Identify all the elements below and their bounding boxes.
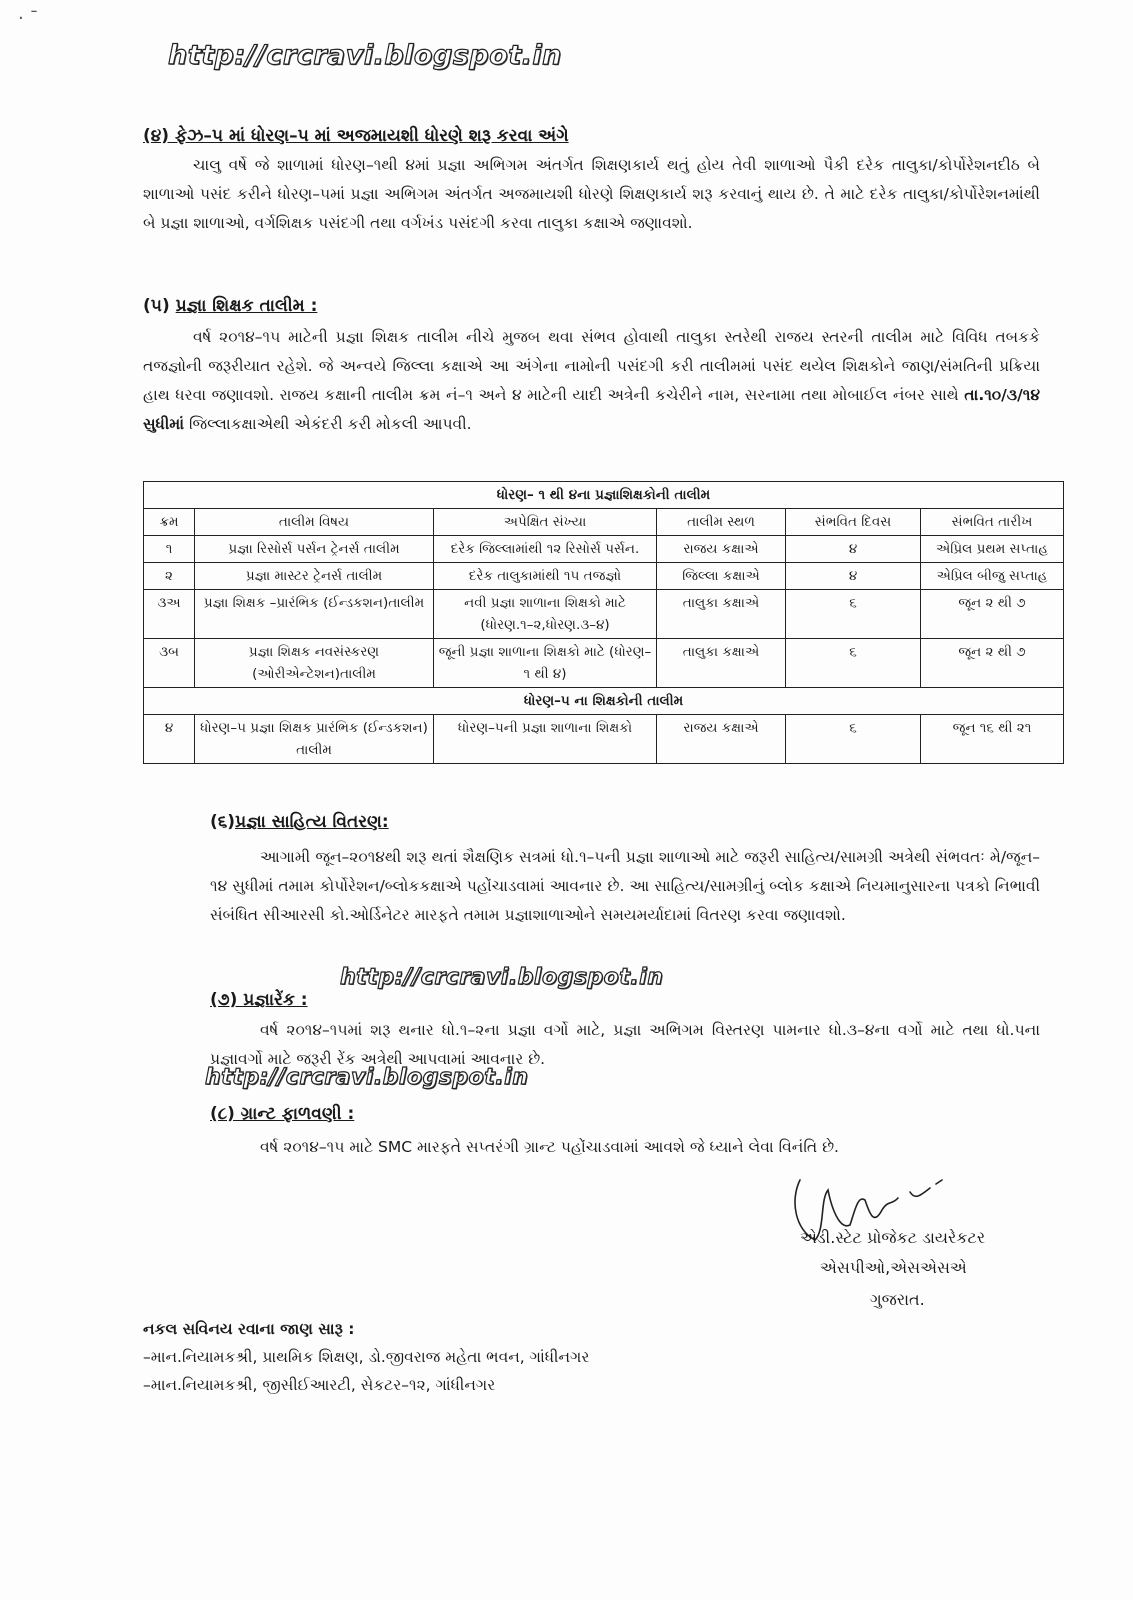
cell-place: તાલુકા કક્ષાએ (657, 639, 786, 688)
copy-item: –માન.નિયામકશ્રી, પ્રાથમિક શિક્ષણ, ડો.જીવરાજ મહેતા ભવન, ગાંધીનગર (143, 1348, 590, 1366)
header-subject: તાલીમ વિષય (195, 509, 434, 536)
table-row (144, 563, 1064, 590)
watermark-middle: http://crcravi.blogspot.in (340, 965, 664, 990)
cell-subject: ધોરણ–૫ પ્રજ્ઞા શિક્ષક પ્રારંભિક (ઈન્ડકશન) તાલીમ (195, 715, 434, 764)
watermark-top: http://crcravi.blogspot.in (168, 40, 562, 71)
cell-days: ૪ (786, 563, 921, 590)
section8-body: વર્ષ ૨૦૧૪–૧૫ માટે SMC મારફતે સપ્તરંગી ગ્રાન્ટ પહોંચાડવામાં આવશે જે ધ્યાને લેવા વિનંતિ છે. (260, 1138, 839, 1156)
header-days: સંભવિત દિવસ (786, 509, 921, 536)
table-caption-std5: ધોરણ–૫ ના શિક્ષકોની તાલીમ (144, 688, 1064, 715)
cell-no: ૪ (144, 715, 195, 764)
training-table (143, 481, 1064, 764)
cell-subject: પ્રજ્ઞા માસ્ટર ટ્રેનર્સ તાલીમ (195, 563, 434, 590)
table-caption-std1-4: ધોરણ– ૧ થી ૪ના પ્રજ્ઞાશિક્ષકોની તાલીમ (144, 482, 1064, 509)
section7-body: વર્ષ ૨૦૧૪–૧૫માં શરૂ થનાર ધો.૧–૨ના પ્રજ્ઞા વર્ગો માટે, પ્રજ્ઞા અભિગમ વિસ્તરણ પામનાર ધો.૩–૪ના વર્ગો માટે તથા ધો.૫ના પ્રજ્ઞાવર્ગો માટે જરૂરી રેંક અત્રેથી આપવામાં આવનાર છે. (210, 1021, 1040, 1068)
table-row (144, 590, 1064, 639)
signature-state: ગુજરાત. (870, 1290, 925, 1309)
cell-place: જિલ્લા કક્ષાએ (657, 563, 786, 590)
cell-date: જૂન ૧૬ થી ૨૧ (921, 715, 1064, 764)
cell-date: જૂન ૨ થી ૭ (921, 590, 1064, 639)
cell-count: દરેક જિલ્લામાંથી ૧૨ રિસોર્સ પર્સન. (434, 536, 657, 563)
copy-title: નકલ સવિનય રવાના જાણ સારૂ : (143, 1320, 355, 1338)
cell-place: રાજય કક્ષાએ (657, 715, 786, 764)
watermark-lower: http://crcravi.blogspot.in (205, 1065, 529, 1090)
cell-place: રાજય કક્ષાએ (657, 536, 786, 563)
header-no: ક્રમ (144, 509, 195, 536)
cell-count: દરેક તાલુકામાંથી ૧૫ તજજ્ઞો (434, 563, 657, 590)
section6-title: (૬)પ્રજ્ઞા સાહિત્ય વિતરણ: (210, 812, 389, 832)
section7-title: (૭) પ્રજ્ઞારેંક : (210, 990, 308, 1010)
cell-place: તાલુકા કક્ષાએ (657, 590, 786, 639)
header-count: અપેક્ષિત સંખ્યા (434, 509, 657, 536)
cell-date: એપ્રિલ બીજુ સપ્તાહ (921, 563, 1064, 590)
cell-date: જૂન ૨ થી ૭ (921, 639, 1064, 688)
section4-title: (૪) ફેઝ–૫ માં ધોરણ–૫ માં અજમાયશી ધોરણે શરૂ કરવા અંગે (143, 126, 569, 146)
cell-no: ૩અ (144, 590, 195, 639)
signature-office: એસપીઓ,એસએસએ (820, 1258, 967, 1277)
cell-no: ૨ (144, 563, 195, 590)
header-place: તાલીમ સ્થળ (657, 509, 786, 536)
signature-designation: એડી.સ્ટેટ પ્રોજેકટ ડાયરેકટર (800, 1228, 986, 1247)
section8-title: (૮) ગ્રાન્ટ ફાળવણી : (210, 1104, 355, 1124)
scan-corner-mark: · ˉ (18, 8, 39, 29)
cell-days: ૬ (786, 715, 921, 764)
cell-days: ૬ (786, 590, 921, 639)
cell-count: ધોરણ–૫ની પ્રજ્ઞા શાળાના શિક્ષકો (434, 715, 657, 764)
section6-body: આગામી જૂન–૨૦૧૪થી શરૂ થતાં શૈક્ષણિક સત્રમાં ધો.૧–૫ની પ્રજ્ઞા શાળાઓ માટે જરૂરી સાહિત્ય/સામગ્રી અત્રેથી સંભવતઃ મે/જૂન–૧૪ સુધીમાં તમામ કોર્પોરેશન/બ્લોકકક્ષાએ પહોંચાડવામાં આવનાર છે. આ સાહિત્ય/સામગ્રીનું બ્લોક કક્ષાએ નિયમાનુસારના પત્રકો નિભાવી સંબંધિત સીઆરસી કો.ઓર્ડિનેટર મારફતે તમામ પ્રજ્ઞાશાળાઓને સમયમર્યાદામાં વિતરણ કરવા જણાવશો. (210, 848, 1040, 924)
cell-days: ૬ (786, 639, 921, 688)
header-date: સંભવિત તારીખ (921, 509, 1064, 536)
cell-no: ૩બ (144, 639, 195, 688)
section4-body: ચાલુ વર્ષે જે શાળામાં ધોરણ–૧થી ૪માં પ્રજ્ઞા અભિગમ અંતર્ગત શિક્ષણકાર્ય થતું હોય તેવી શાળાઓ પૈકી દરેક તાલુકા/કોર્પોરેશનદીઠ બે શાળાઓ પસંદ કરીને ધોરણ–૫માં પ્રજ્ઞા અભિગમ અંતર્ગત અજમાયશી ધોરણે શિક્ષણકાર્ય શરૂ કરવાનું થાય છે. તે માટે દરેક તાલુકા/કોર્પોરેશનમાંથી બે પ્રજ્ઞા શાળાઓ, વર્ગશિક્ષક પસંદગી તથા વર્ગખંડ પસંદગી કરવા તાલુકા કક્ષાએ જણાવશો. (143, 156, 1040, 232)
cell-subject: પ્રજ્ઞા શિક્ષક –પ્રારંભિક (ઈન્ડકશન)તાલીમ (195, 590, 434, 639)
cell-days: ૪ (786, 536, 921, 563)
cell-subject: પ્રજ્ઞા શિક્ષક નવસંસ્કરણ (ઓરીએન્ટેશન)તાલીમ (195, 639, 434, 688)
cell-count: જૂની પ્રજ્ઞા શાળાના શિક્ષકો માટે (ધોરણ–૧ થી ૪) (434, 639, 657, 688)
cell-date: એપ્રિલ પ્રથમ સપ્તાહ (921, 536, 1064, 563)
table-row (144, 639, 1064, 688)
cell-no: ૧ (144, 536, 195, 563)
cell-count: નવી પ્રજ્ઞા શાળાના શિક્ષકો માટે (ધોરણ.૧–૨,ધોરણ.૩–૪) (434, 590, 657, 639)
copy-item: –માન.નિયામકશ્રી, જીસીઈઆરટી, સેકટર–૧૨, ગાંધીનગર (143, 1376, 496, 1394)
section5-title: (૫) પ્રજ્ઞા શિક્ષક તાલીમ : (143, 296, 318, 316)
section5-body: વર્ષ ૨૦૧૪–૧૫ માટેની પ્રજ્ઞા શિક્ષક તાલીમ નીચે મુજબ થવા સંભવ હોવાથી તાલુકા સ્તરેથી રાજય સ્તરની તાલીમ માટે વિવિધ તબકકે તજજ્ઞોની જરૂરીયાત રહેશે. જે અન્વયે જિલ્લા કક્ષાએ આ અંગેના નામોની પસંદગી કરી તાલીમમાં પસંદ થયેલ શિક્ષકોને જાણ/સંમતિની પ્રક્રિયા હાથ ધરવા જણાવશો. રાજય કક્ષાની તાલીમ ક્રમ નં–૧ અને ૪ માટેની યાદી અત્રેની કચેરીને નામ, સરનામા તથા મોબાઈલ નંબર સાથે તા.૧૦/૩/૧૪ સુધીમાં જિલ્લાકક્ષાએથી એકંદરી કરી મોકલી આપવી. (143, 328, 1040, 433)
table-row (144, 715, 1064, 764)
cell-subject: પ્રજ્ઞા રિસોર્સ પર્સન ટ્રેનર્સ તાલીમ (195, 536, 434, 563)
table-row (144, 536, 1064, 563)
